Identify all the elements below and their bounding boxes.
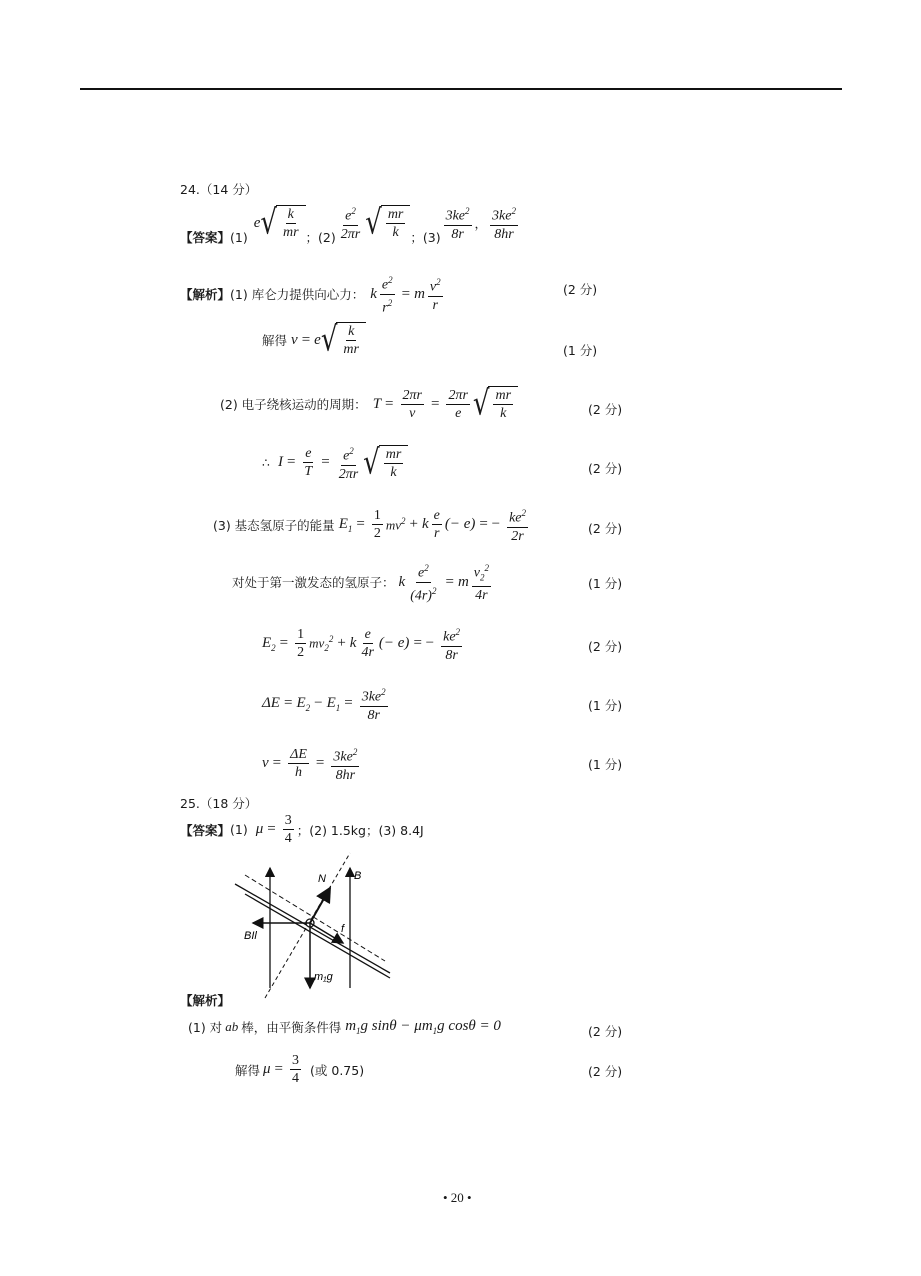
q25-heading: 25.（18 分） — [180, 796, 258, 811]
analysis-step-1-text: (1) 库仑力提供向心力： — [230, 287, 365, 303]
q24-step-2: 解得 v = e √ $\frac{k}{mr}$ — [262, 322, 366, 358]
points-s1: (2 分) — [563, 282, 598, 297]
q25-step-2: 解得 μ = $\frac{3}{4}$ (或 0.75) — [235, 1053, 365, 1086]
q24-step-5: (3) 基态氢原子的能量 $E_1$ = $\frac{1}{2}$ $mv^2$ + k $\frac{e}{r}$ (− e) = − $\frac{ke^2}{2r}$ — [213, 505, 531, 545]
q25-step-1: (1) 对 ab 棒，由平衡条件得 $m_1g$ $\sin\theta - \mu m_1g$ cosθ = 0 — [188, 1018, 501, 1036]
q25-points-s2: (2 分) — [588, 1064, 623, 1079]
points-s6: (1 分) — [588, 576, 623, 591]
q24-analysis-line-1: 【解析】 (1) 库仑力提供向心力： k $\frac{e^2}{r^2}$ = m $\frac{v^2}{r}$ — [180, 272, 446, 316]
answer-part-1: (1) — [230, 229, 248, 245]
points-s2: (1 分) — [563, 343, 598, 358]
label-BIl: BIl — [244, 930, 257, 942]
q24-step-7: $E_2$ = $\frac{1}{2}$ $mv_2^2$ + k $\frac{e}{4r}$ (− e) = − $\frac{ke^2}{8r}$ — [262, 624, 465, 664]
force-f-arrow — [310, 923, 343, 943]
points-s3: (2 分) — [588, 402, 623, 417]
q25-step-1-text: (1) 对 — [188, 1020, 223, 1035]
label-N: N — [318, 873, 326, 885]
points-s4: (2 分) — [588, 461, 623, 476]
q24-step-9: ν = $\frac{\Delta E}{h}$ = $\frac{3ke^2}{8hr}$ — [262, 744, 362, 784]
q24-step-6: 对处于第一激发态的氢原子： k $\frac{e^2}{(4r)^2}$ = m $\frac{v_2^2}{4r}$ — [232, 560, 494, 604]
rail-dashed — [245, 875, 385, 961]
frac-e2-2pir: $\frac{e^2}{2\pi r}$ — [339, 203, 362, 243]
points-s8: (1 分) — [588, 698, 623, 713]
sqrt-k-over-mr: √ $\frac{k}{mr}$ — [260, 205, 305, 241]
answer-label: 【答案】 — [180, 230, 231, 245]
force-N-arrow — [310, 888, 330, 923]
q24-answer-line: 【答案】 (1) e √ $\frac{k}{mr}$ ；(2) $\frac{e^2}{2\pi r}$ √ $\frac{mr}{k}$ ；(3) $\frac{3ke^2}{8r}$ ， $\frac{3ke^2}{8hr}$ — [180, 203, 516, 245]
force-diagram — [225, 848, 400, 1000]
q25-answer-label: 【答案】 — [180, 822, 231, 838]
answer-part-3: ；(3) — [410, 230, 441, 245]
q24-heading: 24.（14 分） — [180, 182, 258, 197]
q25-step-1-text-2: 棒，由平衡条件得 — [241, 1020, 342, 1035]
q24-step-8: ΔE = $E_2$ − $E_1$ = $\frac{3ke^2}{8r}$ — [262, 684, 391, 724]
step-3-text: (2) 电子绕核运动的周期： — [220, 397, 367, 412]
label-mg: m₁g — [314, 971, 333, 983]
q25-answer-part-1: (1) — [230, 822, 248, 837]
label-f: f — [341, 923, 345, 935]
step-5-text: (3) 基态氢原子的能量 — [213, 517, 335, 533]
q25-answer-line: 【答案】 (1) μ = $\frac{3}{4}$ ；(2) 1.5kg；(3) 8.4J — [180, 813, 424, 846]
step-4-therefore: ∴ — [262, 455, 270, 471]
q25-step-2-text: 解得 — [235, 1062, 261, 1078]
step-2-text: 解得 — [262, 333, 288, 348]
q24-step-4: ∴ I = $\frac{e}{T}$ = $\frac{e^2}{2\pi r}$ √ $\frac{mr}{k}$ — [262, 443, 408, 483]
answer-sep: ， — [474, 216, 488, 231]
q25-step-2-alt: (或 0.75) — [310, 1062, 365, 1078]
rail-upper — [235, 884, 390, 973]
points-s7: (2 分) — [588, 639, 623, 654]
q25-answer-rest: ；(2) 1.5kg；(3) 8.4J — [296, 822, 424, 838]
points-s5: (2 分) — [588, 521, 623, 536]
analysis-label: 【解析】 — [180, 287, 231, 303]
q25-analysis-label: 【解析】 — [180, 993, 231, 1008]
points-s9: (1 分) — [588, 757, 623, 772]
q24-step-3: (2) 电子绕核运动的周期： T = $\frac{2\pi r}{v}$ = $\frac{2\pi r}{e}$ √ $\frac{mr}{k}$ — [220, 386, 518, 422]
step-6-text: 对处于第一激发态的氢原子： — [232, 575, 395, 591]
answer-part-2: ；(2) — [305, 230, 336, 245]
q25-points-s1: (2 分) — [588, 1024, 623, 1039]
header-rule — [80, 88, 842, 90]
rail-lower — [245, 894, 390, 978]
page-number: • 20 • — [443, 1190, 472, 1205]
q25-ab: ab — [225, 1019, 239, 1034]
label-B: B — [354, 870, 362, 882]
